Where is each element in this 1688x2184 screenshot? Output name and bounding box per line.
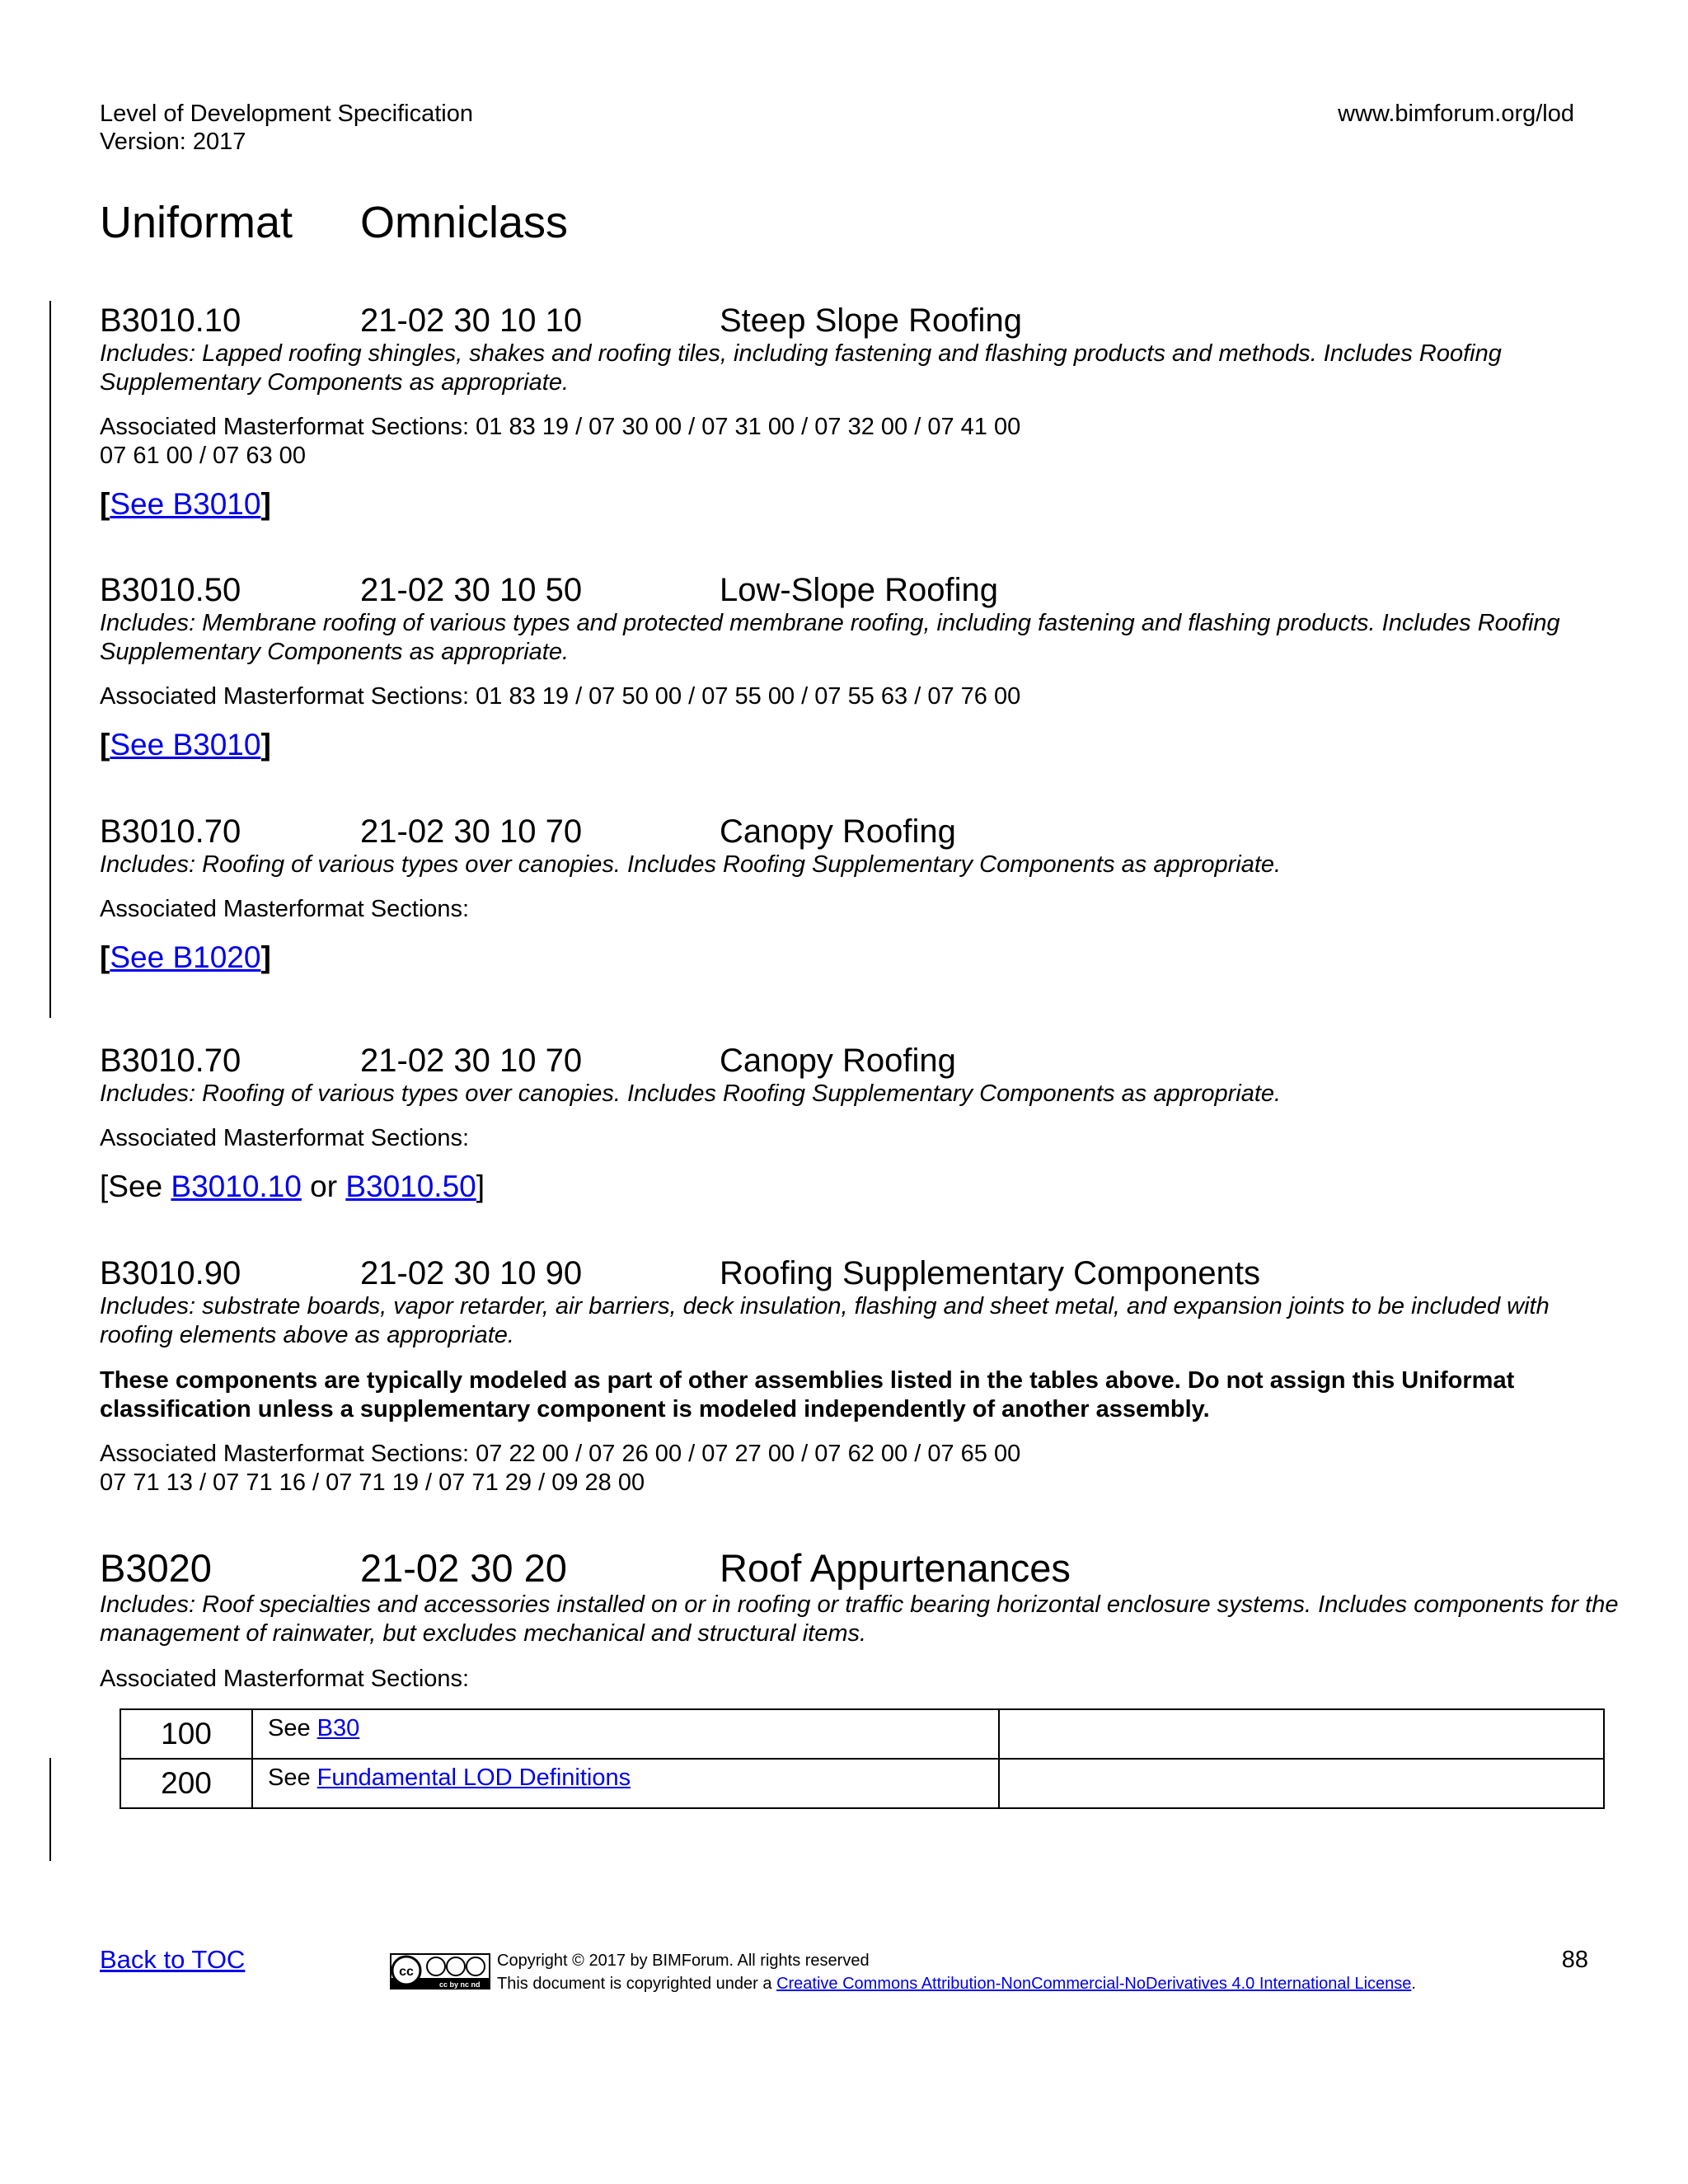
change-bar (49, 301, 51, 1018)
see-prefix: [See (100, 1169, 171, 1203)
entry-includes: Includes: Lapped roofing shingles, shakes and roofing tiles, including fastening and flashing products and methods. Includes Roofing Supplementary Components as appropriate. (100, 340, 1502, 396)
entry-omniclass: 21-02 30 20 (360, 1546, 567, 1590)
doc-title: Level of Development Specification (100, 101, 473, 127)
license-text (497, 1972, 1416, 1995)
lod-link-b30[interactable]: B30 (316, 1715, 360, 1741)
entry-code: B3010.10 (100, 302, 241, 339)
entry-name: Steep Slope Roofing (720, 302, 1022, 339)
table-row (120, 1759, 1604, 1808)
entry-includes: Includes: Roofing of various types over canopies. Includes Roofing Supplementary Components as appropriate. (100, 851, 1282, 878)
doc-url: www.bimforum.org/lod (1338, 101, 1574, 127)
entry-omniclass: 21-02 30 10 70 (360, 1043, 583, 1079)
svg-text:cc: cc (399, 1965, 414, 1979)
svg-text:cc by nc nd: cc by nc nd (439, 1980, 481, 1989)
lod-description (252, 1759, 999, 1808)
doc-version: Version: 2017 (100, 129, 246, 155)
lod-level: 200 (120, 1759, 252, 1808)
lod-description (252, 1709, 999, 1759)
entry-name: Canopy Roofing (720, 1043, 956, 1079)
entry-name: Canopy Roofing (720, 813, 956, 850)
bracket: ] (260, 940, 271, 974)
entry-assoc: Associated Masterformat Sections: 07 22 00 / 07 26 00 / 07 27 00 / 07 62 00 / 07 65 00 (100, 1441, 1021, 1467)
col-omniclass: Omniclass (360, 198, 569, 247)
bracket: ] (260, 487, 271, 521)
bracket: ] (260, 728, 271, 762)
copyright-text: Copyright © 2017 by BIMForum. All rights reserved (497, 1952, 870, 1970)
entry-code: B3010.70 (100, 1043, 241, 1079)
entry-name: Roofing Supplementary Components (720, 1255, 1260, 1291)
see-link[interactable]: See B3010 (110, 728, 261, 762)
cc-license-icon (390, 1953, 490, 1990)
entry-assoc-cont: 07 71 13 / 07 71 16 / 07 71 19 / 07 71 29 / 09 28 00 (100, 1469, 645, 1496)
entry-code: B3010.50 (100, 572, 241, 608)
entry-code: B3010.70 (100, 813, 241, 850)
license-suffix: . (1411, 1975, 1416, 1993)
entry-omniclass: 21-02 30 10 90 (360, 1255, 583, 1291)
see-link-b3010-10[interactable]: B3010.10 (171, 1169, 302, 1203)
lod-level: 100 (120, 1709, 252, 1759)
see-link-b3010-50[interactable]: B3010.50 (345, 1169, 476, 1203)
page-number: 88 (1561, 1947, 1588, 1973)
lod-notes (999, 1709, 1604, 1759)
col-uniformat: Uniformat (100, 198, 293, 247)
license-link[interactable]: Creative Commons Attribution-NonCommercial-NoDerivatives 4.0 International License (776, 1975, 1412, 1993)
entry-includes: Includes: substrate boards, vapor retarder, air barriers, deck insulation, flashing and sheet metal, and expansion joints to be included with roofing elements above as appropriate. (100, 1293, 1550, 1348)
table-row (120, 1709, 1604, 1759)
entry-code: B3020 (100, 1546, 212, 1590)
see-reference (100, 940, 271, 976)
see-or: or (301, 1169, 346, 1203)
entry-name: Low-Slope Roofing (720, 572, 998, 608)
entry-includes: Includes: Roof specialties and accessories installed on or in roofing or traffic bearing horizontal enclosure systems. Includes components for the management of rainwater, but excludes mechanical and structural items. (100, 1591, 1619, 1647)
entry-includes: Includes: Membrane roofing of various types and protected membrane roofing, including fastening and flashing products. Includes Roofing Supplementary Components as appropriate. (100, 610, 1560, 665)
see-link[interactable]: See B3010 (110, 487, 261, 521)
see-reference (100, 486, 271, 523)
see-link[interactable]: See B1020 (110, 940, 261, 974)
entry-omniclass: 21-02 30 10 50 (360, 572, 583, 608)
entry-name: Roof Appurtenances (720, 1546, 1071, 1590)
see-text: See (268, 1715, 317, 1741)
bracket: [ (100, 487, 110, 521)
entry-omniclass: 21-02 30 10 70 (360, 813, 583, 850)
see-reference (100, 1169, 485, 1205)
bracket: [ (100, 728, 110, 762)
entry-assoc: Associated Masterformat Sections: 01 83 19 / 07 30 00 / 07 31 00 / 07 32 00 / 07 41 00 (100, 414, 1021, 440)
see-suffix: ] (476, 1169, 485, 1203)
entry-assoc: Associated Masterformat Sections: (100, 1125, 470, 1151)
back-to-toc-link[interactable]: Back to TOC (100, 1945, 246, 1974)
see-reference (100, 727, 271, 763)
lod-link-fundamental[interactable]: Fundamental LOD Definitions (316, 1765, 631, 1791)
bracket: [ (100, 940, 110, 974)
entry-code: B3010.90 (100, 1255, 241, 1291)
entry-assoc: Associated Masterformat Sections: (100, 896, 470, 922)
lod-table (120, 1708, 1605, 1809)
entry-omniclass: 21-02 30 10 10 (360, 302, 583, 339)
entry-assoc-cont: 07 61 00 / 07 63 00 (100, 443, 306, 469)
see-text: See (268, 1765, 317, 1791)
license-prefix: This document is copyrighted under a (497, 1975, 777, 1993)
entry-assoc: Associated Masterformat Sections: 01 83 19 / 07 50 00 / 07 55 00 / 07 55 63 / 07 76 00 (100, 683, 1021, 710)
change-bar (49, 1758, 51, 1861)
entry-assoc: Associated Masterformat Sections: (100, 1666, 470, 1692)
entry-note: These components are typically modeled as part of other assemblies listed in the tables above. Do not assign this Uniformat classification unless a supplementary component is modeled independently of another assembly. (100, 1367, 1515, 1422)
lod-notes (999, 1759, 1604, 1808)
entry-includes: Includes: Roofing of various types over canopies. Includes Roofing Supplementary Components as appropriate. (100, 1080, 1282, 1107)
